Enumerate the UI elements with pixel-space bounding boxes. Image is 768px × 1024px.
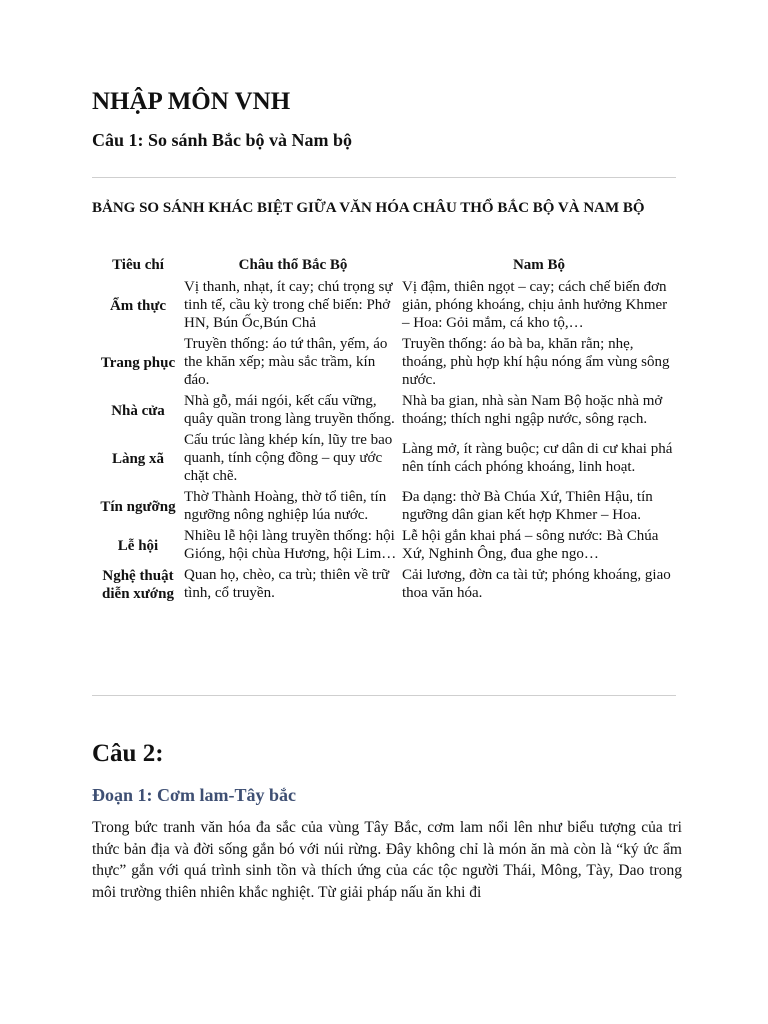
header-criterion: Tiêu chí [112,256,164,273]
criterion-cell: Tín ngưỡng [100,498,176,515]
body-paragraph: Trong bức tranh văn hóa đa sắc của vùng Tây Bắc, cơm lam nổi lên như biểu tượng của tri thức bản địa và đời sống gắn bó với núi rừng. Đây không chỉ là món ăn mà còn là “ký ức ẩm thực” gắn với quá trình sinh tồn và thích ứng của các tộc người Thái, Mông, Tày, Dao trong môi trường thiên nhiên khắc nghiệt. Từ giải pháp nấu ăn khi đi [92,819,682,901]
header-south: Nam Bộ [512,256,566,273]
criterion-cell: Nhà cửa [111,402,165,419]
north-cell: Truyền thống: áo tứ thân, yếm, áo the khăn xếp; màu sắc trầm, kín đáo. [184,336,388,388]
south-cell: Lễ hội gắn khai phá – sông nước: Bà Chúa Xứ, Nghinh Ông, đua ghe ngo… [402,528,659,562]
divider [92,695,676,696]
south-cell: Đa dạng: thờ Bà Chúa Xứ, Thiên Hậu, tín ngưỡng dân gian kết hợp Khmer – Hoa. [402,489,653,523]
comparison-table [92,253,676,604]
north-cell: Nhà gỗ, mái ngói, kết cấu vững, quây quần trong làng truyền thống. [184,393,395,427]
south-cell: Nhà ba gian, nhà sàn Nam Bộ hoặc nhà mở thoáng; thích nghi ngập nước, sông rạch. [402,393,663,427]
criterion-cell: Trang phục [100,354,176,371]
north-cell: Thờ Thành Hoàng, thờ tổ tiên, tín ngưỡng nông nghiệp lúa nước. [184,489,387,523]
table-row [92,277,676,334]
divider [92,177,676,178]
north-cell: Vị thanh, nhạt, ít cay; chú trọng sự tinh tế, cầu kỳ trong chế biến: Phở HN, Bún Ốc,Bún Chả [184,279,393,331]
table-row [92,526,676,565]
document-title: NHẬP MÔN VNH [92,88,291,115]
south-cell: Làng mở, ít ràng buộc; cư dân di cư khai phá nên tính cách phóng khoáng, linh hoạt. [402,441,673,475]
north-cell: Nhiều lễ hội làng truyền thống: hội Gióng, hội chùa Hương, hội Lim… [184,528,397,562]
table-header-row [92,253,676,277]
south-cell: Cải lương, đờn ca tài tử; phóng khoáng, giao thoa văn hóa. [402,567,671,601]
south-cell: Truyền thống: áo bà ba, khăn rằn; nhẹ, thoáng, phù hợp khí hậu nóng ẩm vùng sông nước. [402,336,670,388]
table-row [92,565,676,604]
north-cell: Quan họ, chèo, ca trù; thiên về trữ tình, cổ truyền. [184,567,390,601]
table-row [92,487,676,526]
south-cell: Vị đậm, thiên ngọt – cay; cách chế biến đơn giản, phóng khoáng, chịu ảnh hưởng Khmer – Hoa: Gỏi mắm, cá kho tộ,… [402,279,668,331]
criterion-cell: Ẩm thực [109,297,167,314]
table-row [92,430,676,487]
criterion-cell: Nghệ thuật diễn xướng [102,567,174,602]
table-title: BẢNG SO SÁNH KHÁC BIỆT GIỮA VĂN HÓA CHÂU THỔ BẮC BỘ VÀ NAM BỘ [92,200,645,216]
table-row [92,391,676,430]
north-cell: Cấu trúc làng khép kín, lũy tre bao quanh, tính cộng đồng – quy ước chặt chẽ. [184,432,393,484]
question-2-heading: Câu 2: [92,740,164,767]
criterion-cell: Lễ hội [117,537,159,554]
section-1-heading: Đoạn 1: Cơm lam-Tây bắc [92,785,296,805]
criterion-cell: Làng xã [111,450,165,467]
question-1-heading: Câu 1: So sánh Bắc bộ và Nam bộ [92,130,353,150]
table-row [92,334,676,391]
header-north: Châu thổ Bắc Bộ [238,256,348,273]
